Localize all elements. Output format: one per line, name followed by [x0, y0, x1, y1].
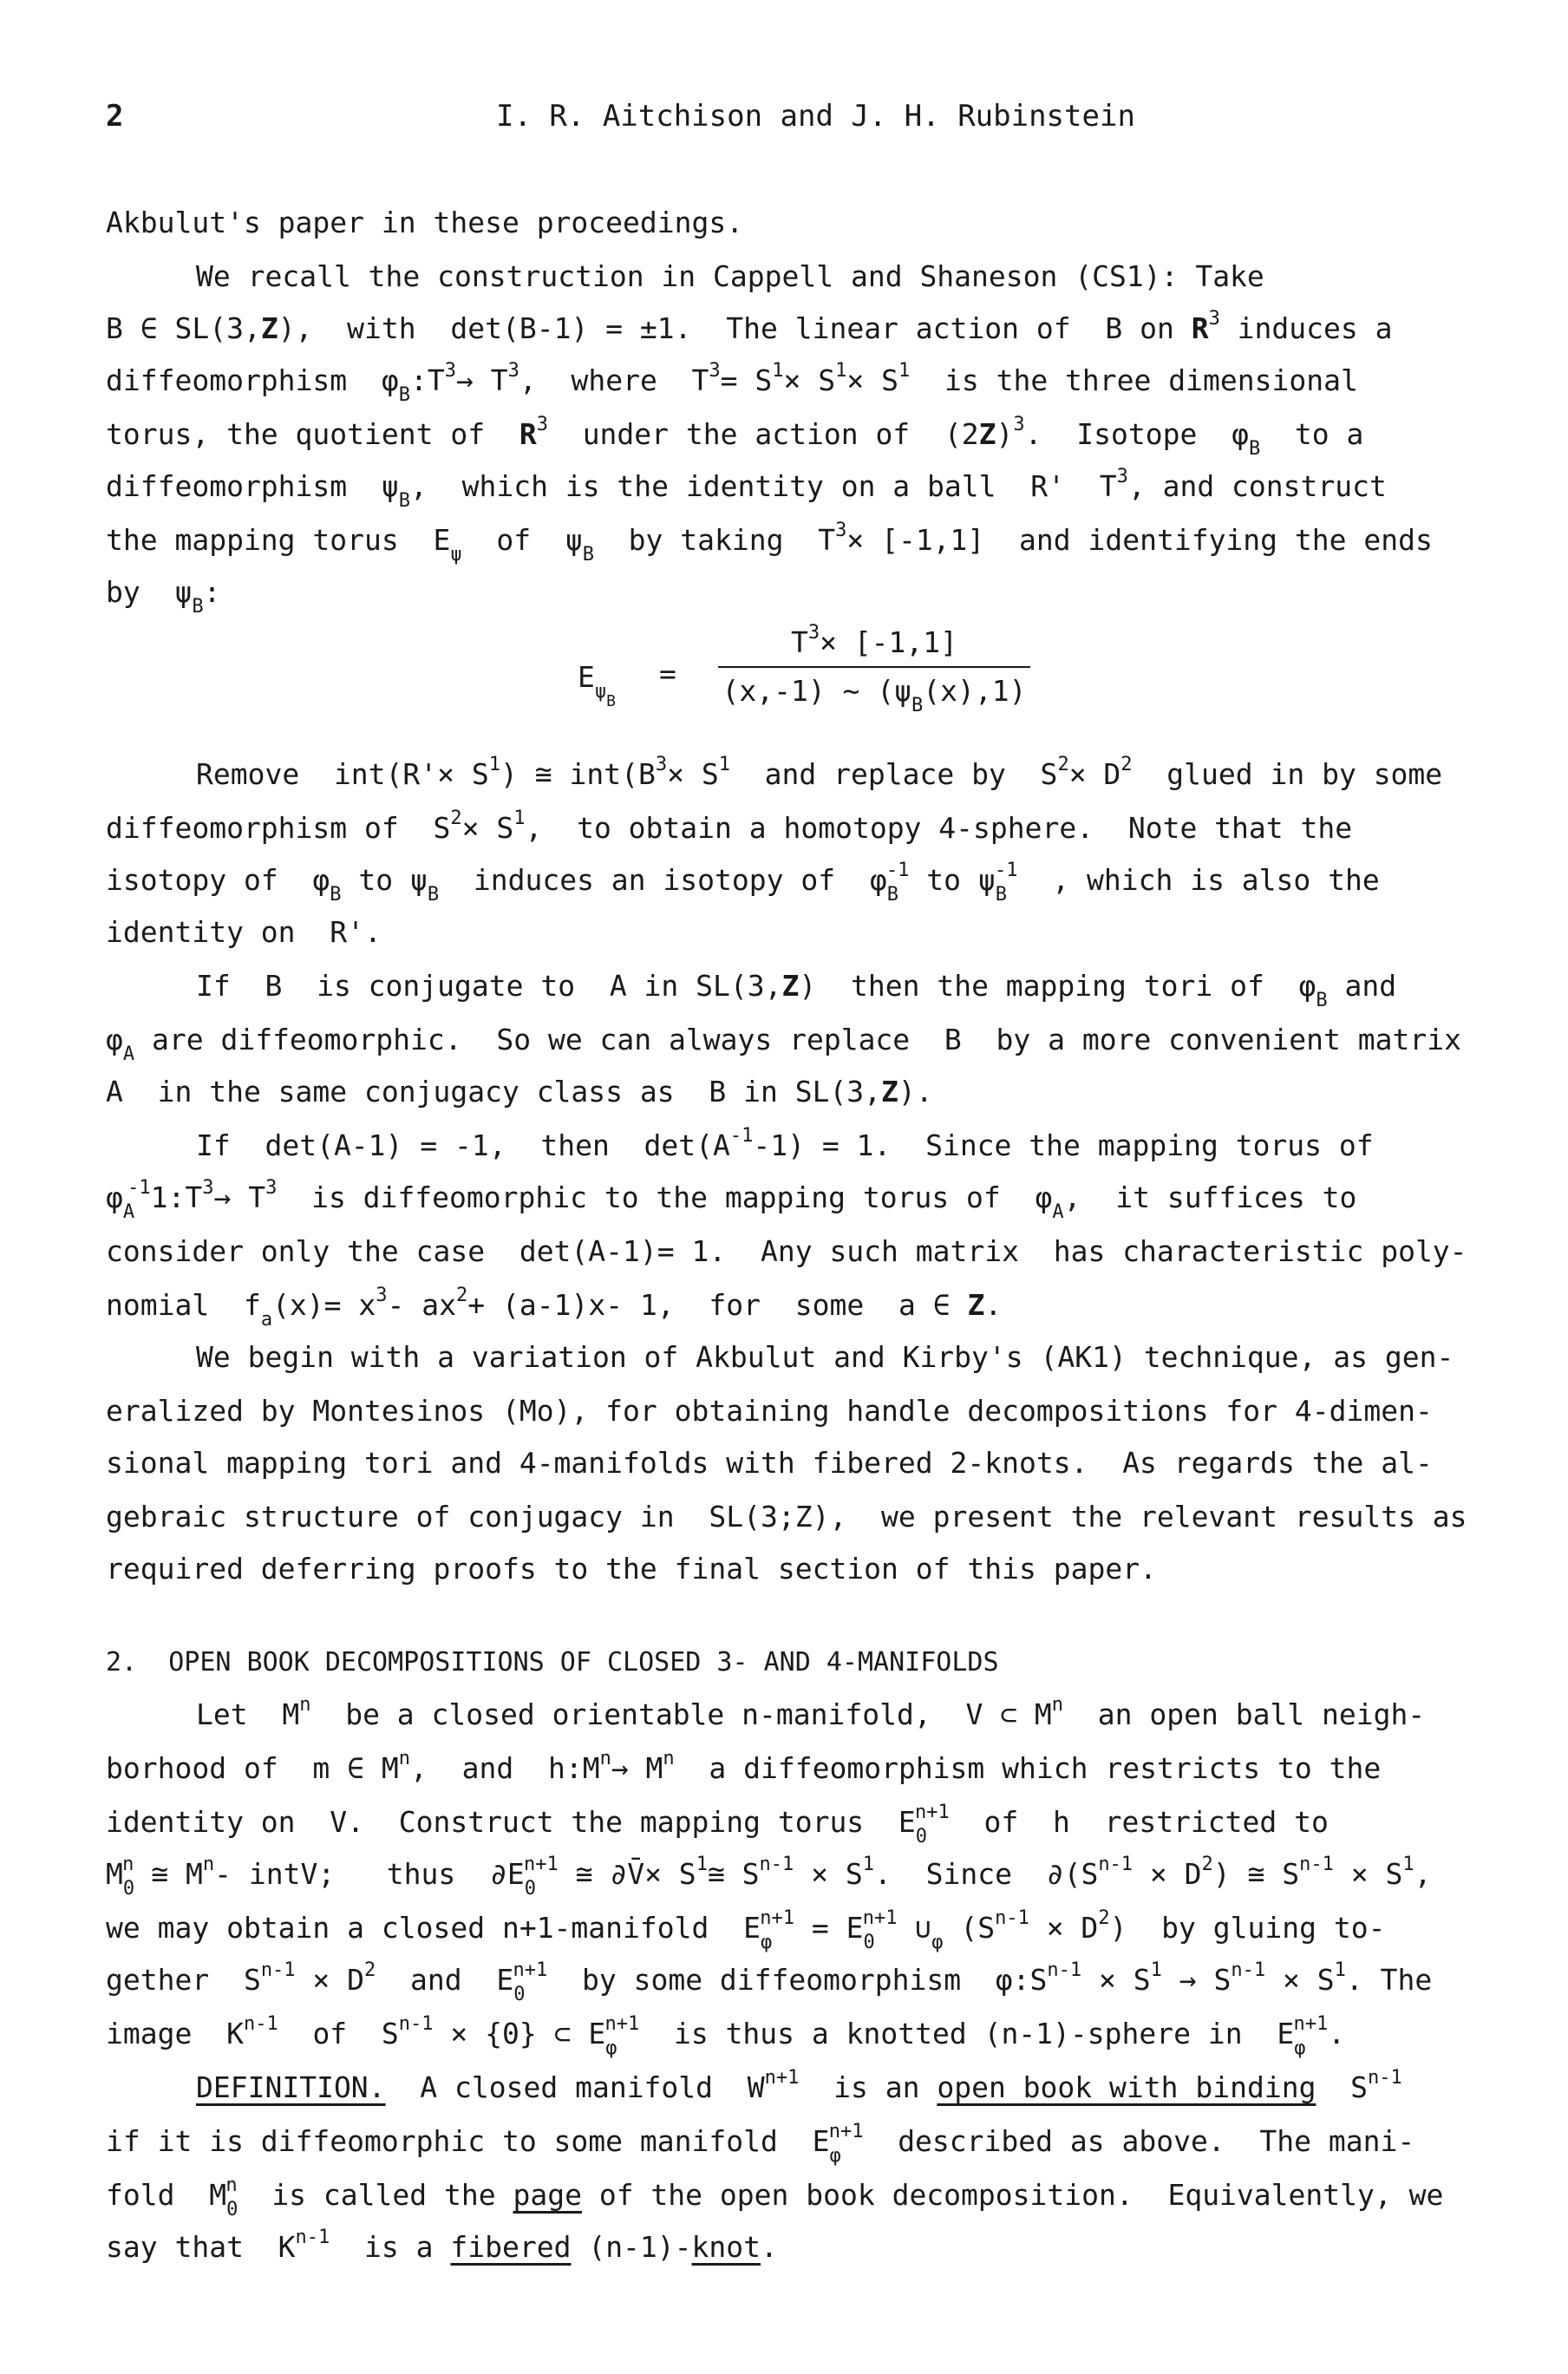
text-line: nomial $f_a(x)= x^3-$ $ax^2+ (a-1)x-$ 1, for some a ∈ Z. [106, 1285, 1003, 1331]
equation-lhs: $E_{\psi B}$ [578, 660, 616, 710]
text-line: Remove $int(R'\times S^1)$ ≅ $int(B^3\times S^1$ and replace by $S^2\times D^2$ glued in by some [196, 754, 1443, 791]
text-line: borhood of m ∈ $M^n$, and $h:M^n\to M^n$ a diffeomorphism which restricts to the [106, 1748, 1382, 1785]
text-line: Let $M^n$ be a closed orientable n-manifold, V ⊂ $M^n$ an open ball neigh- [196, 1694, 1426, 1731]
text-line: if it is diffeomorphic to some manifold $E_\varphi^{n+1}$ described as above. The mani- [106, 2121, 1415, 2167]
text-line: isotopy of $\varphi_B$ to $\psi_B$ induces an isotopy of $\varphi_B^{-1}$ to $\psi_B^{-1}$ , which is also the [106, 860, 1380, 906]
text-line: gether $S^{n-1} \times D^2$ and $E_0^{n+1}$ by some diffeomorphism $\varphi:S^{n-1} \times S^1 \to S^{n-1} \times S^1$. The [106, 1959, 1433, 2005]
text-line: diffeomorphism of $S^2\times S^1$, to obtain a homotopy 4-sphere. Note that the [106, 808, 1353, 845]
text-line: torus, the quotient of $R^3$ under the action of $(2Z)^3$. Isotope $\varphi_B$ to a [106, 414, 1364, 460]
term-fibered: fibered [450, 2230, 572, 2264]
equation-denominator: (x,-1) ~ $(\psi_B(x),1)$ [722, 674, 1027, 716]
text-line: by $\psi_B$: [106, 575, 221, 618]
definition-line: DEFINITION. A closed manifold $W^{n+1}$ is an open book with binding $S^{n-1}$ [196, 2067, 1402, 2104]
text-line: We recall the construction in Cappell and Shaneson (CS1): Take [196, 259, 1264, 293]
text-line: fold $M_0^n$ is called the page of the open book decomposition. Equivalently, we [106, 2175, 1444, 2220]
term-open-book: open book with binding [937, 2070, 1316, 2104]
equals-sign: = [659, 657, 676, 690]
term-page: page [513, 2178, 582, 2212]
display-equation [0, 616, 1568, 720]
text-line: gebraic structure of conjugacy in SL(3;Z), we present the relevant results as [106, 1500, 1467, 1534]
text-line: identity on R'. [106, 915, 382, 949]
text-line: $\varphi_A^{-1}1:T^3\to T^3$ is diffeomorphic to the mapping torus of $\varphi_A$, it suffices to [106, 1177, 1357, 1223]
definition-label: DEFINITION. [196, 2070, 386, 2104]
text-line: Akbulut's paper in these proceedings. [106, 206, 744, 239]
text-line: We begin with a variation of Akbulut and Kirby's (AK1) technique, as gen- [196, 1340, 1454, 1374]
text-line: If det(A-1) = -1, then $\det(A^{-1}-1) = 1$. Since the mapping torus of [196, 1125, 1374, 1162]
text-line: the mapping torus $E_\psi$ of $\psi_B$ by taking $T^3\times [-1,1]$ and identifying the ends [106, 520, 1433, 566]
term-knot: knot [691, 2230, 761, 2264]
text-line: eralized by Montesinos (Mo), for obtaining handle decompositions for 4-dimen- [106, 1394, 1433, 1428]
text-line: we may obtain a closed n+1-manifold $E_\varphi^{n+1} = E_0^{n+1}$ $\cup_\varphi$ $(S^{n-1} \times D^2)$ by gluing to- [106, 1907, 1386, 1953]
text-line: $M_0^n$ ≅ $M^n-$ intV; thus $\partial E_0^{n+1}$ ≅ ∂V̄× $S^1≅$ $S^{n-1} \times S^1$. Since $\partial(S^{n-1} \times D^2)$ ≅ $S^{n-1} \times S^1$, [106, 1854, 1432, 1900]
text-line: sional mapping tori and 4-manifolds with fibered 2-knots. As regards the al- [106, 1446, 1433, 1480]
text-line: diffeomorphism $\psi_B$, which is the identity on a ball R' $T^3$, and construct [106, 466, 1387, 512]
text-line: A in the same conjugacy class as B in SL(3,Z). [106, 1075, 933, 1109]
text-line: say that $K^{n-1}$ is a fibered (n-1)-knot. [106, 2227, 778, 2264]
text-line: image $K^{n-1}$ of $S^{n-1} \times \{0\}$ ⊂ $E_\varphi^{n+1}$ is thus a knotted (n-1)-sphere in $E_\varphi^{n+1}$. [106, 2013, 1346, 2059]
text-line: identity on V. Construct the mapping torus $E_0^{n+1}$ of h restricted to [106, 1802, 1329, 1848]
text-line: $\varphi_A$ are diffeomorphic. So we can always replace B by a more convenient matrix [106, 1023, 1461, 1065]
text-line: required deferring proofs to the final section of this paper. [106, 1552, 1157, 1586]
text-line: diffeomorphism $\varphi_B:T^3\to T^3$, where $T^3= S^1\times S^1\times S^1$ is the three dimensional [106, 360, 1358, 406]
section-heading: 2. OPEN BOOK DECOMPOSITIONS OF CLOSED 3- AND 4-MANIFOLDS [106, 1647, 999, 1677]
running-header-authors: I. R. Aitchison and J. H. Rubinstein [496, 99, 1135, 134]
text-line: consider only the case det(A-1)= 1. Any such matrix has characteristic poly- [106, 1234, 1467, 1268]
text-line: B ∈ SL(3,Z), with det(B-1) = ±1. The linear action of B on $R^3$ induces a [106, 308, 1393, 345]
page-number: 2 [106, 99, 124, 134]
text-line: If B is conjugate to A in SL(3,Z) then the mapping tori of $\varphi_B$ and [196, 969, 1397, 1011]
equation-numerator: $T^3\times [-1,1]$ [790, 622, 958, 659]
